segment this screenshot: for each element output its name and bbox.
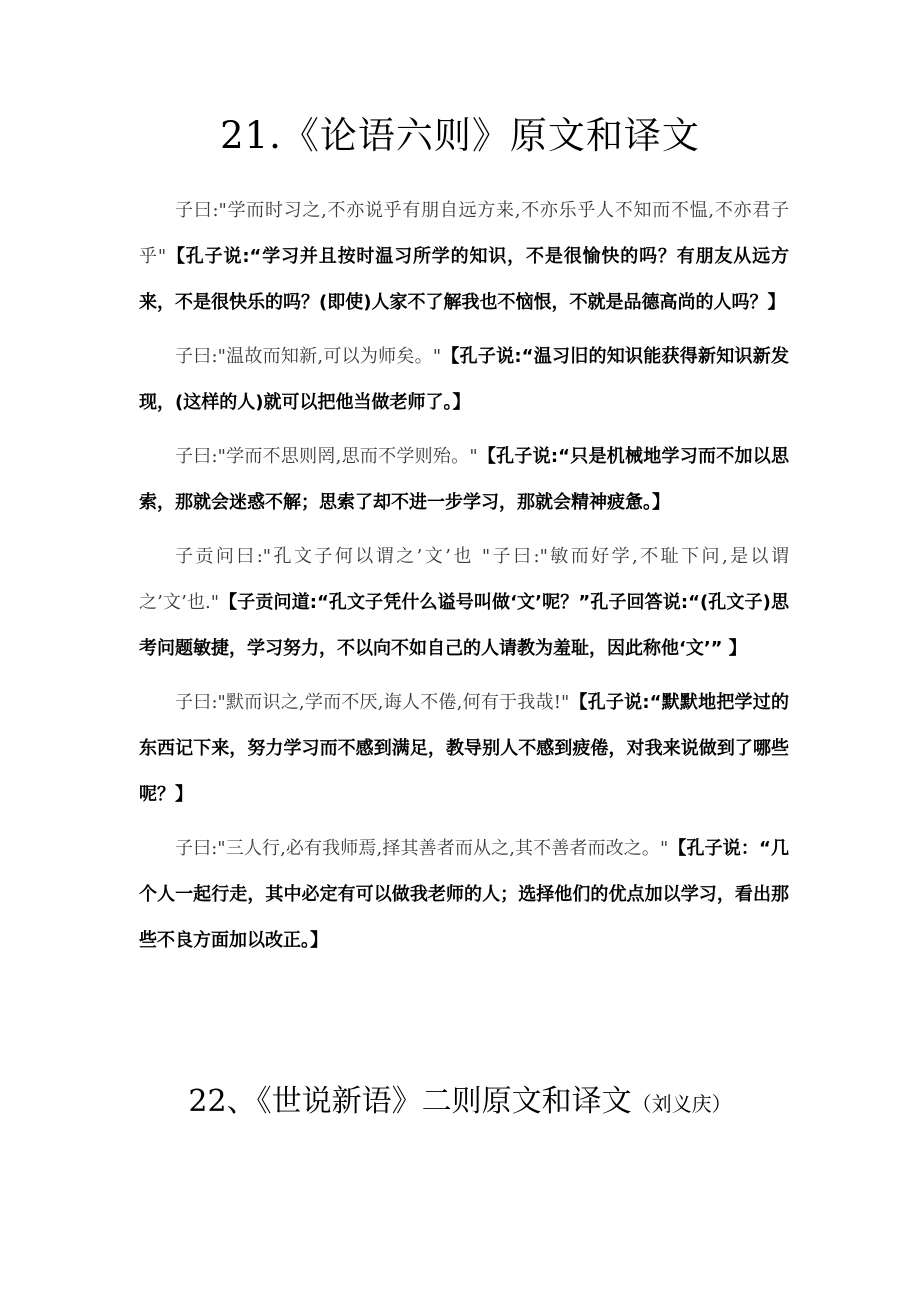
next-section-title — [0, 1080, 920, 1126]
next-section-author: （刘义庆） — [631, 1092, 732, 1116]
next-section-title-text: 22、《世说新语》二则原文和译文 — [188, 1084, 632, 1119]
original-text: 子贡问曰:"孔文子何以谓之’文’也 "子曰:"敏而好学,不耻下问,是以谓之’文’也." — [139, 546, 789, 613]
paragraph-2 — [139, 334, 789, 426]
translation-text: 【子贡问道:“孔文子凭什么谥号叫做‘文’呢？”孔子回答说:“(孔文子)思考问题敏捷，学习努力，不以向不如自己的人请教为羞耻，因此称他‘文’” 】 — [139, 592, 789, 659]
translation-text: 【孔子说:“只是机械地学习而不加以思索，那就会迷惑不解；思索了却不进一步学习，那就会精神疲惫。】 — [139, 446, 789, 513]
translation-text: 【孔子说:“学习并且按时温习所学的知识，不是很愉快的吗？有朋友从远方来，不是很快乐的吗？(即使)人家不了解我也不恼恨，不就是品德高尚的人吗？】 — [139, 246, 789, 313]
translation-text: 【孔子说:“默默地把学过的东西记下来，努力学习而不感到满足，教导别人不感到疲倦，对我来说做到了哪些呢？】 — [139, 692, 789, 805]
paragraph-5 — [139, 680, 789, 818]
original-text: 子曰:"学而时习之,不亦说乎有朋自远方来,不亦乐乎人不知而不愠,不亦君子乎" — [139, 200, 789, 267]
document-body — [139, 188, 789, 972]
paragraph-4 — [139, 534, 789, 672]
page-title: 21.《论语六则》原文和译文 — [220, 114, 700, 157]
original-text: 子曰:"学而不思则罔,思而不学则殆。" — [175, 446, 478, 467]
paragraph-3 — [139, 434, 789, 526]
translation-text: 【孔子说:“温习旧的知识能获得新知识新发现，(这样的人)就可以把他当做老师了。】 — [139, 346, 790, 413]
original-text: 子曰:"温故而知新,可以为师矣。" — [175, 346, 442, 367]
paragraph-6 — [139, 826, 789, 964]
original-text: 子曰:"三人行,必有我师焉,择其善者而从之,其不善者而改之。" — [175, 838, 669, 859]
paragraph-1 — [139, 188, 789, 326]
translation-text: 【孔子说：“几个人一起行走，其中必定有可以做我老师的人；选择他们的优点加以学习，看出那些不良方面加以改正。】 — [139, 838, 789, 951]
original-text: 子曰:"默而识之,学而不厌,诲人不倦,何有于我哉!" — [175, 692, 570, 713]
